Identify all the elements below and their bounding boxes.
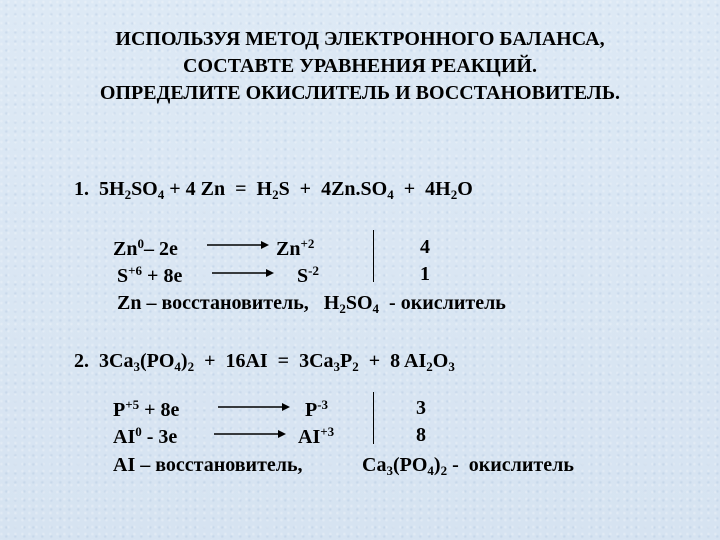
reaction-1-balance-row-1-coef: 4 xyxy=(420,236,430,258)
reaction-2-balance-row-2-right: $AI^{+3}$ xyxy=(298,424,335,448)
reaction-2-balance-row-1-coef: 3 xyxy=(416,397,426,419)
reaction-2-balance-row-1-left: $P^{+5} + 8e$ xyxy=(113,397,180,421)
reaction-2-conclusion-left: AI – восстановитель, xyxy=(113,454,303,476)
title-line-1: ИСПОЛЬЗУЯ МЕТОД ЭЛЕКТРОННОГО БАЛАНСА, xyxy=(115,28,605,50)
right-arrow-icon xyxy=(207,240,269,250)
reaction-1-formula: $5H_2SO_4 + 4$ $Zn = H_2S + 4Zn.SO_4 + 4H_2O$ xyxy=(99,178,473,202)
reaction-1-balance-row-2-left: $S^{+6} + 8e$ xyxy=(117,263,183,287)
title-line-3: ОПРЕДЕЛИТЕ ОКИСЛИТЕЛЬ И ВОССТАНОВИТЕЛЬ. xyxy=(99,82,621,104)
reaction-2-balance-row-1-right: $P^{-3}$ xyxy=(305,397,329,421)
title-line-2: СОСТАВТЕ УРАВНЕНИЯ РЕАКЦИЙ. xyxy=(183,55,537,77)
right-arrow-icon xyxy=(212,268,274,278)
reaction-1-balance-row-1-left: Zn$^0$– 2e xyxy=(113,236,178,260)
right-arrow-icon xyxy=(218,402,290,412)
reaction-1-conclusion: Zn – восстановитель, $H_2SO_4$ - окислитель xyxy=(117,292,506,316)
reaction-1-balance-row-2-right: $S^{-2}$ xyxy=(297,263,319,287)
slide-title xyxy=(0,26,720,107)
reaction-2-number: 2. xyxy=(74,350,89,372)
reaction-1-number: 1. xyxy=(74,178,89,200)
reaction-1-balance-row-1-right: $Zn^{+2}$ xyxy=(276,236,315,260)
reaction-2-equation xyxy=(74,350,455,375)
right-arrow-icon xyxy=(214,429,286,439)
reaction-2-conclusion-right: $Ca_3(PO_4)_2$ - окислитель xyxy=(362,454,574,478)
reaction-2-balance-row-2-left: $AI^0 - 3e$ xyxy=(113,424,178,448)
reaction-2-formula: $3Ca_3(PO_4)_2 + 16AI = 3Ca_3P_2 + 8$ $AI_2O_3$ xyxy=(99,350,455,374)
balance-divider xyxy=(373,230,374,282)
reaction-1-balance-row-2-coef: 1 xyxy=(420,263,430,285)
balance-divider xyxy=(373,392,374,444)
reaction-2-balance-row-2-coef: 8 xyxy=(416,424,426,446)
reaction-1-equation xyxy=(74,178,473,203)
